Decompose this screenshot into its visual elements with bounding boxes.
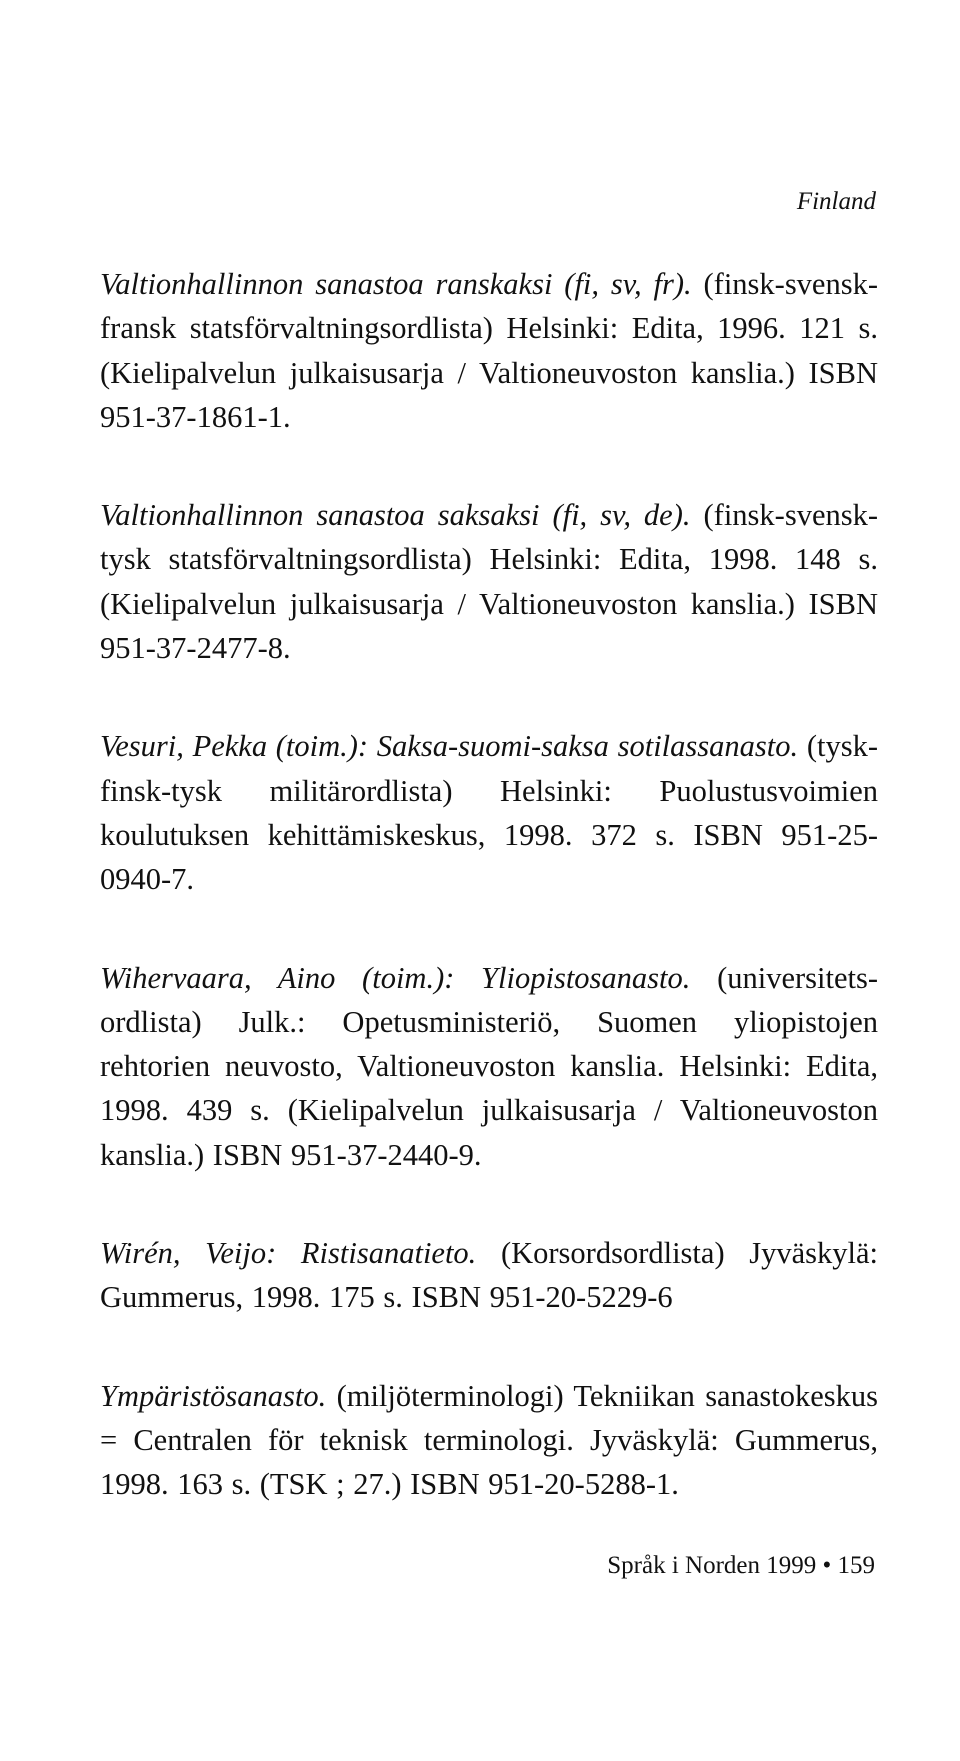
running-head: Finland [796, 188, 876, 215]
bibliography-entry [100, 493, 878, 670]
bibliography-list [100, 262, 878, 1561]
entry-details: (universitets-ordlista) Julk.: Opetusministeriö, Suomen yliopistojen rehtorien neuvosto, Valtioneuvoston kanslia. Helsinki: Edita, 1998. 439 s. (Kielipalvelun julkaisusarja / Valtioneuvoston kanslia.) ISBN 951-37-2440-9. [100, 960, 878, 1172]
entry-details: (tysk-finsk-tysk militärordlista) Helsinki: Puolustusvoimien koulutuksen kehittämiskeskus, 1998. 372 s. ISBN 951-25-0940-7. [100, 729, 878, 897]
entry-title: Valtionhallinnon sanastoa saksaksi (fi, sv, de). [100, 498, 691, 533]
entry-title: Wirén, Veijo: Ristisanatieto. [100, 1236, 477, 1271]
entry-details: (finsk-svensk-tysk statsförvaltningsordlista) Helsinki: Edita, 1998. 148 s. (Kielipalvelun julkaisusarja / Valtioneuvoston kanslia.) ISBN 951-37-2477-8. [100, 498, 879, 666]
bibliography-entry [100, 1231, 878, 1320]
entry-details: (Korsordsordlista) Jyväskylä: Gummerus, 1998. 175 s. ISBN 951-20-5229-6 [100, 1236, 879, 1315]
entry-title: Vesuri, Pekka (toim.): Saksa-suomi-saksa sotilassanasto. [100, 729, 799, 764]
bibliography-entry [100, 956, 878, 1177]
bibliography-entry [100, 724, 878, 901]
entry-details: (miljöterminologi) Tekniikan sanastokeskus = Centralen för teknisk terminologi. Jyväskylä: Gummerus, 1998. 163 s. (TSK ; 27.) ISBN 951-20-5288-1. [100, 1378, 879, 1502]
entry-title: Wihervaara, Aino (toim.): Yliopistosanasto. [100, 960, 691, 995]
bibliography-entry [100, 262, 878, 439]
entry-title: Valtionhallinnon sanastoa ranskaksi (fi, sv, fr). [100, 267, 692, 301]
entry-details: (finsk-svensk-fransk statsförvaltningsordlista) Helsinki: Edita, 1996. 121 s. (Kielipalvelun julkaisusarja / Valtioneuvoston kanslia.) ISBN 951-37-1861-1. [100, 267, 878, 434]
bibliography-entry [100, 1374, 878, 1507]
entry-title: Ympäristösanasto. [100, 1378, 327, 1413]
page-footer: Språk i Norden 1999 • 159 [607, 1552, 875, 1579]
